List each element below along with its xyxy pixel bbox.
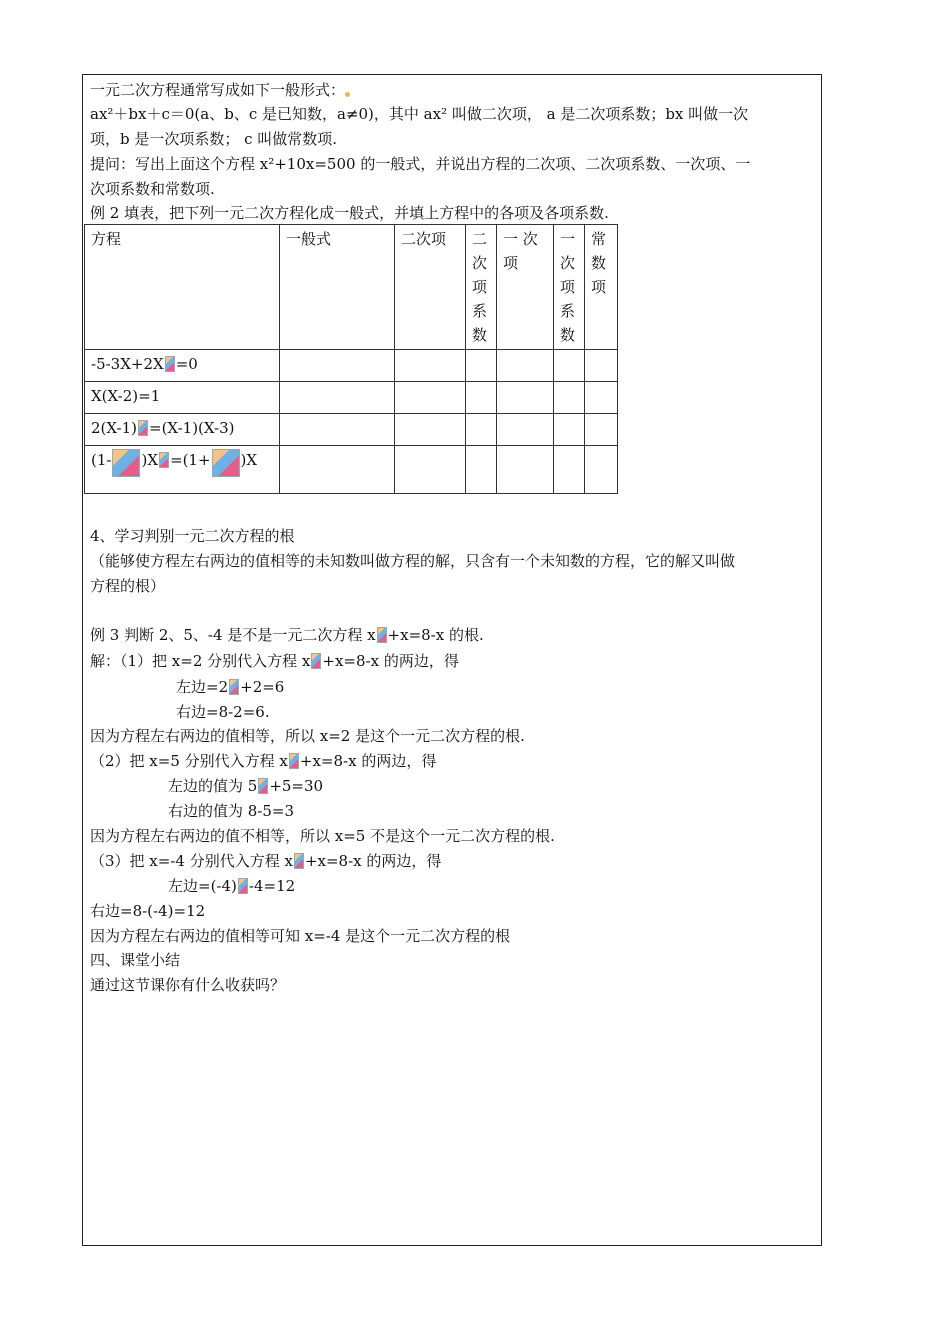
intro-line-1: 一元二次方程通常写成如下一般形式：: [90, 80, 350, 100]
table-row: [85, 350, 618, 382]
header-cell: 二次项系数: [466, 225, 497, 350]
table-row: [85, 382, 618, 414]
image-placeholder-icon: [238, 878, 248, 894]
step2-conclusion: 因为方程左右两边的值不相等，所以 x=5 不是这个一元二次方程的根.: [90, 827, 555, 845]
empty-cell: [395, 446, 466, 494]
question-line-1: 提问：写出上面这个方程 x²+10x=500 的一般式，并说出方程的二次项、二次项系数、一次项、一: [90, 155, 751, 173]
empty-cell: [280, 446, 395, 494]
empty-cell: [585, 446, 618, 494]
image-placeholder-icon: [289, 753, 299, 769]
empty-cell: [554, 382, 585, 414]
empty-cell: [280, 414, 395, 446]
image-placeholder-icon: [165, 356, 175, 372]
image-placeholder-icon: [294, 853, 304, 869]
empty-cell: [466, 414, 497, 446]
empty-cell: [554, 414, 585, 446]
section4-desc-1: （能够使方程左右两边的值相等的未知数叫做方程的解，只含有一个未知数的方程，它的解又叫做: [90, 552, 736, 570]
empty-cell: [395, 350, 466, 382]
step2-right: 右边的值为 8-5=3: [168, 802, 295, 820]
header-cell: 常数项: [585, 225, 618, 350]
marker-dot: [345, 92, 350, 97]
question-line-2: 次项系数和常数项.: [90, 180, 215, 198]
empty-cell: [554, 350, 585, 382]
empty-cell: [585, 350, 618, 382]
empty-cell: [466, 350, 497, 382]
header-cell: 一次项系数: [554, 225, 585, 350]
empty-cell: [585, 414, 618, 446]
header-cell: 二次项: [395, 225, 466, 350]
image-placeholder-icon: [311, 653, 321, 669]
table-row: [85, 446, 618, 494]
table-header-row: [85, 225, 618, 350]
step1-left: 左边=2 +2=6: [176, 678, 285, 696]
empty-cell: [497, 382, 554, 414]
image-placeholder-icon: [138, 420, 148, 436]
image-placeholder-icon: [212, 449, 240, 477]
summary-title: 四、课堂小结: [90, 951, 181, 969]
empty-cell: [497, 446, 554, 494]
equation-cell: -5-3X+2X =0: [85, 350, 280, 382]
example2-line: 例 2 填表，把下列一元二次方程化成一般式，并填上方程中的各项及各项系数.: [90, 204, 609, 222]
image-placeholder-icon: [377, 627, 387, 643]
empty-cell: [497, 414, 554, 446]
empty-cell: [395, 414, 466, 446]
section4-desc-2: 方程的根）: [90, 577, 166, 595]
empty-cell: [280, 382, 395, 414]
step3-conclusion: 因为方程左右两边的值相等可知 x=-4 是这个一元二次方程的根: [90, 927, 511, 945]
intro-line-2: ax²＋bx＋c＝0(a、b、c 是已知数，a≠0)，其中 ax² 叫做二次项， a 是二次项系数；bx 叫做一次: [90, 105, 749, 123]
solution-step-2: （2）把 x=5 分别代入方程 x +x=8-x 的两边，得: [90, 752, 437, 770]
step1-right: 右边=8-2=6.: [176, 703, 270, 721]
summary-question: 通过这节课你有什么收获吗？: [90, 976, 286, 994]
step3-left: 左边=(-4) -4=12: [168, 877, 296, 895]
step2-left: 左边的值为 5 +5=30: [168, 777, 324, 795]
header-cell: 方程: [85, 225, 280, 350]
example3-question: 例 3 判断 2、5、-4 是不是一元二次方程 x +x=8-x 的根.: [90, 626, 484, 644]
table-row: [85, 414, 618, 446]
header-cell: 一般式: [280, 225, 395, 350]
equation-table: [84, 224, 618, 494]
empty-cell: [395, 382, 466, 414]
image-placeholder-icon: [258, 778, 268, 794]
step1-conclusion: 因为方程左右两边的值相等，所以 x=2 是这个一元二次方程的根.: [90, 727, 525, 745]
empty-cell: [497, 350, 554, 382]
header-cell: 一 次项: [497, 225, 554, 350]
empty-cell: [466, 382, 497, 414]
equation-cell: X(X-2)=1: [85, 382, 280, 414]
equation-cell: 2(X-1) =(X-1)(X-3): [85, 414, 280, 446]
image-placeholder-icon: [229, 679, 239, 695]
empty-cell: [585, 382, 618, 414]
solution-step-3: （3）把 x=-4 分别代入方程 x +x=8-x 的两边，得: [90, 852, 442, 870]
section4-title: 4、学习判别一元二次方程的根: [90, 527, 295, 545]
empty-cell: [466, 446, 497, 494]
empty-cell: [280, 350, 395, 382]
solution-step-1: 解：（1）把 x=2 分别代入方程 x +x=8-x 的两边，得: [90, 652, 459, 670]
equation-cell: (1- )X =(1+ )X: [85, 446, 280, 494]
image-placeholder-icon: [112, 449, 140, 477]
step3-right: 右边=8-(-4)=12: [90, 902, 206, 920]
intro-line-3: 项，b 是一次项系数； c 叫做常数项.: [90, 130, 338, 148]
empty-cell: [554, 446, 585, 494]
image-placeholder-icon: [159, 452, 169, 468]
